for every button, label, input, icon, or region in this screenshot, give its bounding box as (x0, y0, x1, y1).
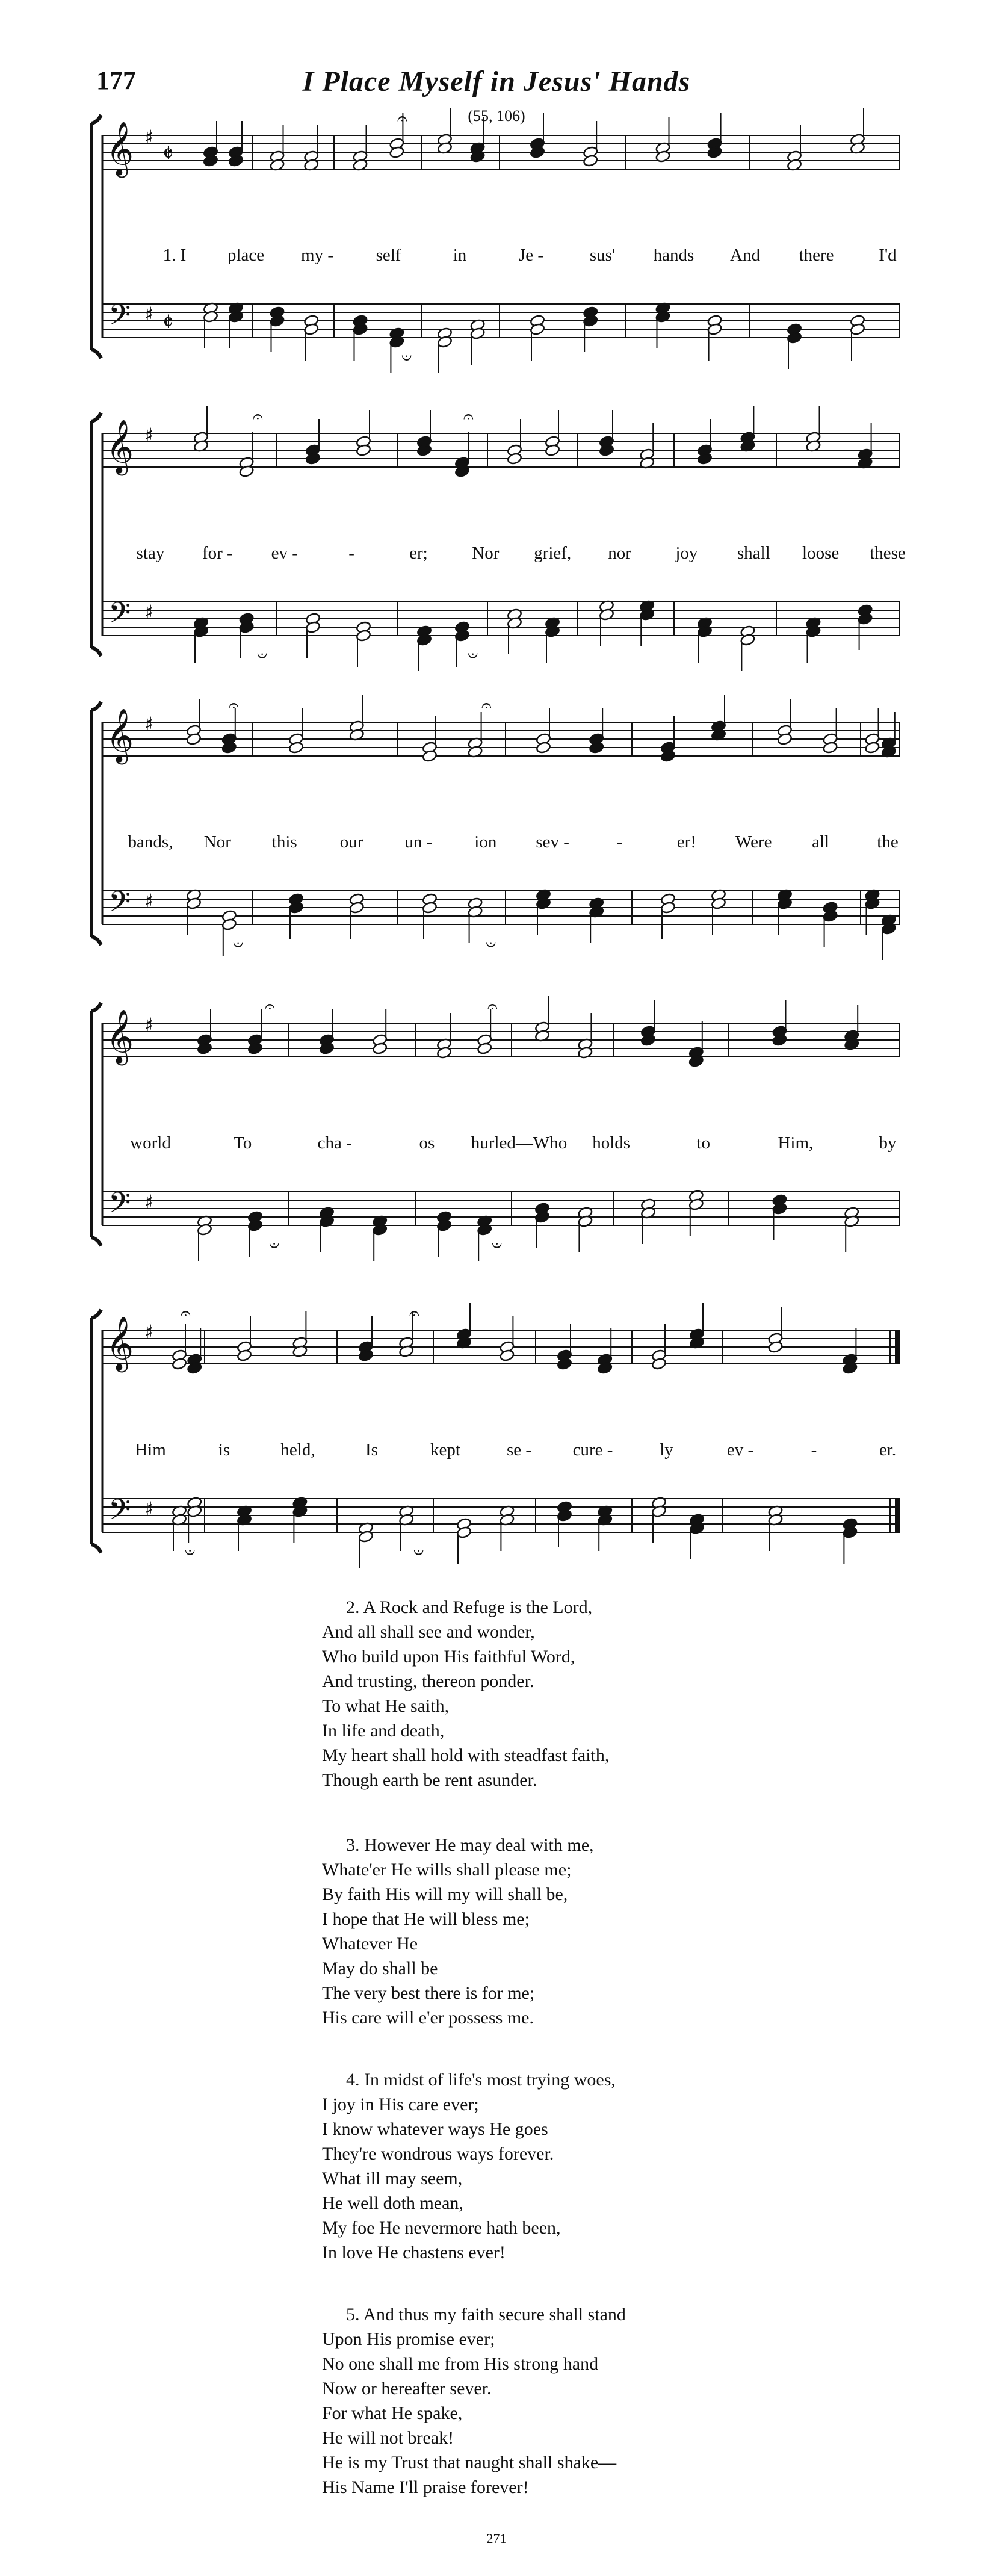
treble-clef-icon: 𝄞 (106, 420, 134, 474)
fermata-icon: 𝄐 (185, 1542, 195, 1563)
lyric-syllable: - (616, 832, 623, 852)
stanza-line: And all shall see and wonder, (322, 1622, 535, 1642)
bass-clef-icon: 𝄢 (108, 596, 131, 637)
system-bracket (91, 1310, 101, 1553)
stanza-5 (322, 2302, 864, 2500)
key-signature-sharp-icon: ♯ (144, 1190, 154, 1213)
fermata-icon: 𝄐 (397, 108, 407, 129)
stanza-line: 3. However He may deal with me, (346, 1835, 594, 1855)
stanza-4 (322, 2067, 864, 2265)
lyric-syllable: 1. I (162, 246, 187, 265)
stanza-2 (322, 1595, 864, 1792)
lyric-syllable: Is (365, 1440, 378, 1460)
key-signature-sharp-icon: ♯ (144, 126, 154, 149)
lyric-syllable: joy (675, 543, 698, 563)
time-signature-icon: 𝄵 (162, 140, 173, 168)
fermata-icon: 𝄐 (481, 695, 492, 716)
stanza-line: What ill may seem, (322, 2169, 463, 2188)
key-signature-sharp-icon: ♯ (144, 890, 154, 912)
lyric-syllable: is (218, 1440, 230, 1460)
lyric-syllable: hurled—Who (471, 1133, 568, 1153)
bass-clef-icon: 𝄢 (108, 885, 131, 926)
bass-clef-icon: 𝄢 (108, 1493, 131, 1534)
lyric-syllable: stay (136, 543, 165, 563)
lyric-syllable: se - (506, 1440, 532, 1460)
stanza-line: I know whatever ways He goes (322, 2119, 548, 2139)
fermata-icon: 𝄐 (463, 406, 474, 427)
fermata-icon: 𝄐 (257, 645, 267, 666)
stanza-line: The very best there is for me; (322, 1983, 535, 2003)
stanza-line: Upon His promise ever; (322, 2329, 495, 2349)
fermata-icon: 𝄐 (492, 1235, 502, 1256)
lyric-syllable: Je - (518, 246, 544, 265)
lyric-syllable: ion (474, 832, 497, 852)
hymn-title: I Place Myself in Jesus' Hands (302, 66, 691, 98)
fermata-icon: 𝄐 (409, 1303, 419, 1324)
lyric-syllable: the (877, 832, 899, 852)
tune-reference: (55, 106) (468, 107, 525, 125)
lyric-syllable: our (339, 832, 363, 852)
treble-clef-icon: 𝄞 (106, 1009, 134, 1064)
fermata-icon: 𝄐 (229, 695, 239, 716)
final-barline (895, 1330, 900, 1364)
key-signature-sharp-icon: ♯ (144, 424, 154, 447)
final-barline (895, 1499, 900, 1532)
lyric-syllable: And (730, 246, 760, 265)
stanza-line: He will not break! (322, 2428, 454, 2448)
lyric-syllable: sev - (536, 832, 569, 852)
fermata-icon: 𝄐 (265, 996, 275, 1017)
stanza-line: 4. In midst of life's most trying woes, (346, 2070, 616, 2090)
lyric-syllable: place (227, 246, 265, 265)
stanza-line: I hope that He will bless me; (322, 1909, 530, 1929)
stanza-line: Whate'er He wills shall please me; (322, 1860, 572, 1880)
system-bracket (91, 115, 101, 358)
fermata-icon: 𝄐 (181, 1303, 191, 1324)
lyric-syllable: I'd (879, 246, 897, 265)
system-bracket (91, 1003, 101, 1246)
system-bracket (91, 702, 101, 945)
stanza-line: Though earth be rent asunder. (322, 1770, 537, 1790)
lyric-syllable: sus' (589, 246, 616, 265)
stanza-line: I joy in His care ever; (322, 2095, 479, 2114)
stanza-line: 5. And thus my faith secure shall stand (346, 2305, 626, 2324)
lyric-syllable: os (419, 1133, 435, 1153)
stanza-line: In life and death, (322, 1721, 445, 1741)
treble-clef-icon: 𝄞 (106, 122, 134, 176)
lyric-syllable: To (234, 1133, 252, 1153)
lyric-syllable: my - (301, 246, 333, 265)
treble-clef-icon: 𝄞 (106, 708, 134, 763)
lyric-syllable: Him, (778, 1133, 814, 1153)
key-signature-sharp-icon: ♯ (144, 1497, 154, 1520)
lyric-syllable: Were (735, 832, 772, 852)
fermata-icon: 𝄐 (269, 1235, 279, 1256)
lyric-syllable: holds (592, 1133, 631, 1153)
lyric-syllable: this (271, 832, 297, 852)
stanza-line: No one shall me from His strong hand (322, 2354, 599, 2374)
lyric-syllable: er! (676, 832, 697, 852)
stanza-line: For what He spake, (322, 2403, 463, 2423)
lyric-syllable: - (811, 1440, 817, 1460)
lyric-syllable: - (348, 543, 354, 563)
lyric-syllable: grief, (534, 543, 572, 563)
lyric-syllable: kept (430, 1440, 460, 1460)
stanza-line: My heart shall hold with steadfast faith, (322, 1745, 610, 1765)
lyric-syllable: er. (879, 1440, 897, 1460)
lyric-syllable: ly (660, 1440, 673, 1460)
fermata-icon: 𝄐 (468, 645, 478, 666)
key-signature-sharp-icon: ♯ (144, 1014, 154, 1036)
lyric-syllable: held, (280, 1440, 315, 1460)
hymn-number: 177 (96, 66, 136, 95)
key-signature-sharp-icon: ♯ (144, 713, 154, 735)
stanza-line: His Name I'll praise forever! (322, 2477, 529, 2497)
lyric-syllable: all (812, 832, 830, 852)
treble-clef-icon: 𝄞 (106, 1316, 134, 1370)
stanza-line: 2. A Rock and Refuge is the Lord, (346, 1597, 593, 1617)
lyric-syllable: ev - (271, 543, 298, 563)
lyric-syllable: shall (737, 543, 770, 563)
lyric-syllable: by (879, 1133, 897, 1153)
lyric-syllable: Nor (472, 543, 500, 563)
fermata-icon: 𝄐 (253, 406, 263, 427)
lyric-syllable: to (696, 1133, 711, 1153)
lyric-syllable: Nor (203, 832, 231, 852)
stanza-line: And trusting, thereon ponder. (322, 1671, 534, 1691)
stanza-line: His care will e'er possess me. (322, 2008, 534, 2028)
fermata-icon: 𝄐 (413, 1542, 424, 1563)
stanza-line: Whatever He (322, 1934, 418, 1954)
stanza-3 (322, 1833, 864, 2030)
lyric-syllable: hands (653, 246, 694, 265)
bass-clef-icon: 𝄢 (108, 298, 131, 339)
lyric-syllable: er; (409, 543, 428, 563)
stanza-line: To what He saith, (322, 1696, 450, 1716)
fermata-icon: 𝄐 (486, 934, 496, 955)
lyric-syllable: world (130, 1133, 171, 1153)
stanza-line: Now or hereafter sever. (322, 2379, 492, 2398)
lyric-syllable: loose (802, 543, 840, 563)
key-signature-sharp-icon: ♯ (144, 1321, 154, 1343)
key-signature-sharp-icon: ♯ (144, 303, 154, 326)
stanza-line: Who build upon His faithful Word, (322, 1647, 575, 1667)
lyric-syllable: bands, (128, 832, 173, 852)
fermata-icon: 𝄐 (487, 996, 498, 1017)
lyric-syllable: these (870, 543, 906, 563)
lyric-syllable: Him (135, 1440, 166, 1460)
time-signature-icon: 𝄵 (162, 309, 173, 336)
key-signature-sharp-icon: ♯ (144, 601, 154, 624)
lyric-syllable: in (453, 246, 467, 265)
stanza-line: In love He chastens ever! (322, 2243, 506, 2262)
stanza-line: He well doth mean, (322, 2193, 463, 2213)
page-number: 271 (486, 2531, 507, 2546)
lyric-syllable: un - (404, 832, 433, 852)
fermata-icon: 𝄐 (233, 934, 243, 955)
lyric-syllable: nor (608, 543, 631, 563)
fermata-icon: 𝄐 (401, 347, 412, 368)
lyric-syllable: cure - (572, 1440, 613, 1460)
system-bracket (91, 413, 101, 656)
stanza-line: My foe He nevermore hath been, (322, 2218, 561, 2238)
stanza-line: By faith His will my will shall be, (322, 1884, 568, 1904)
stanza-line: May do shall be (322, 1958, 438, 1978)
lyric-syllable: there (799, 246, 834, 265)
lyric-syllable: cha - (317, 1133, 352, 1153)
lyric-syllable: ev - (726, 1440, 754, 1460)
stanza-line: They're wondrous ways forever. (322, 2144, 554, 2164)
lyric-syllable: self (376, 246, 401, 265)
stanza-line: He is my Trust that naught shall shake— (322, 2453, 617, 2472)
bass-clef-icon: 𝄢 (108, 1186, 131, 1227)
lyric-syllable: for - (202, 543, 233, 563)
